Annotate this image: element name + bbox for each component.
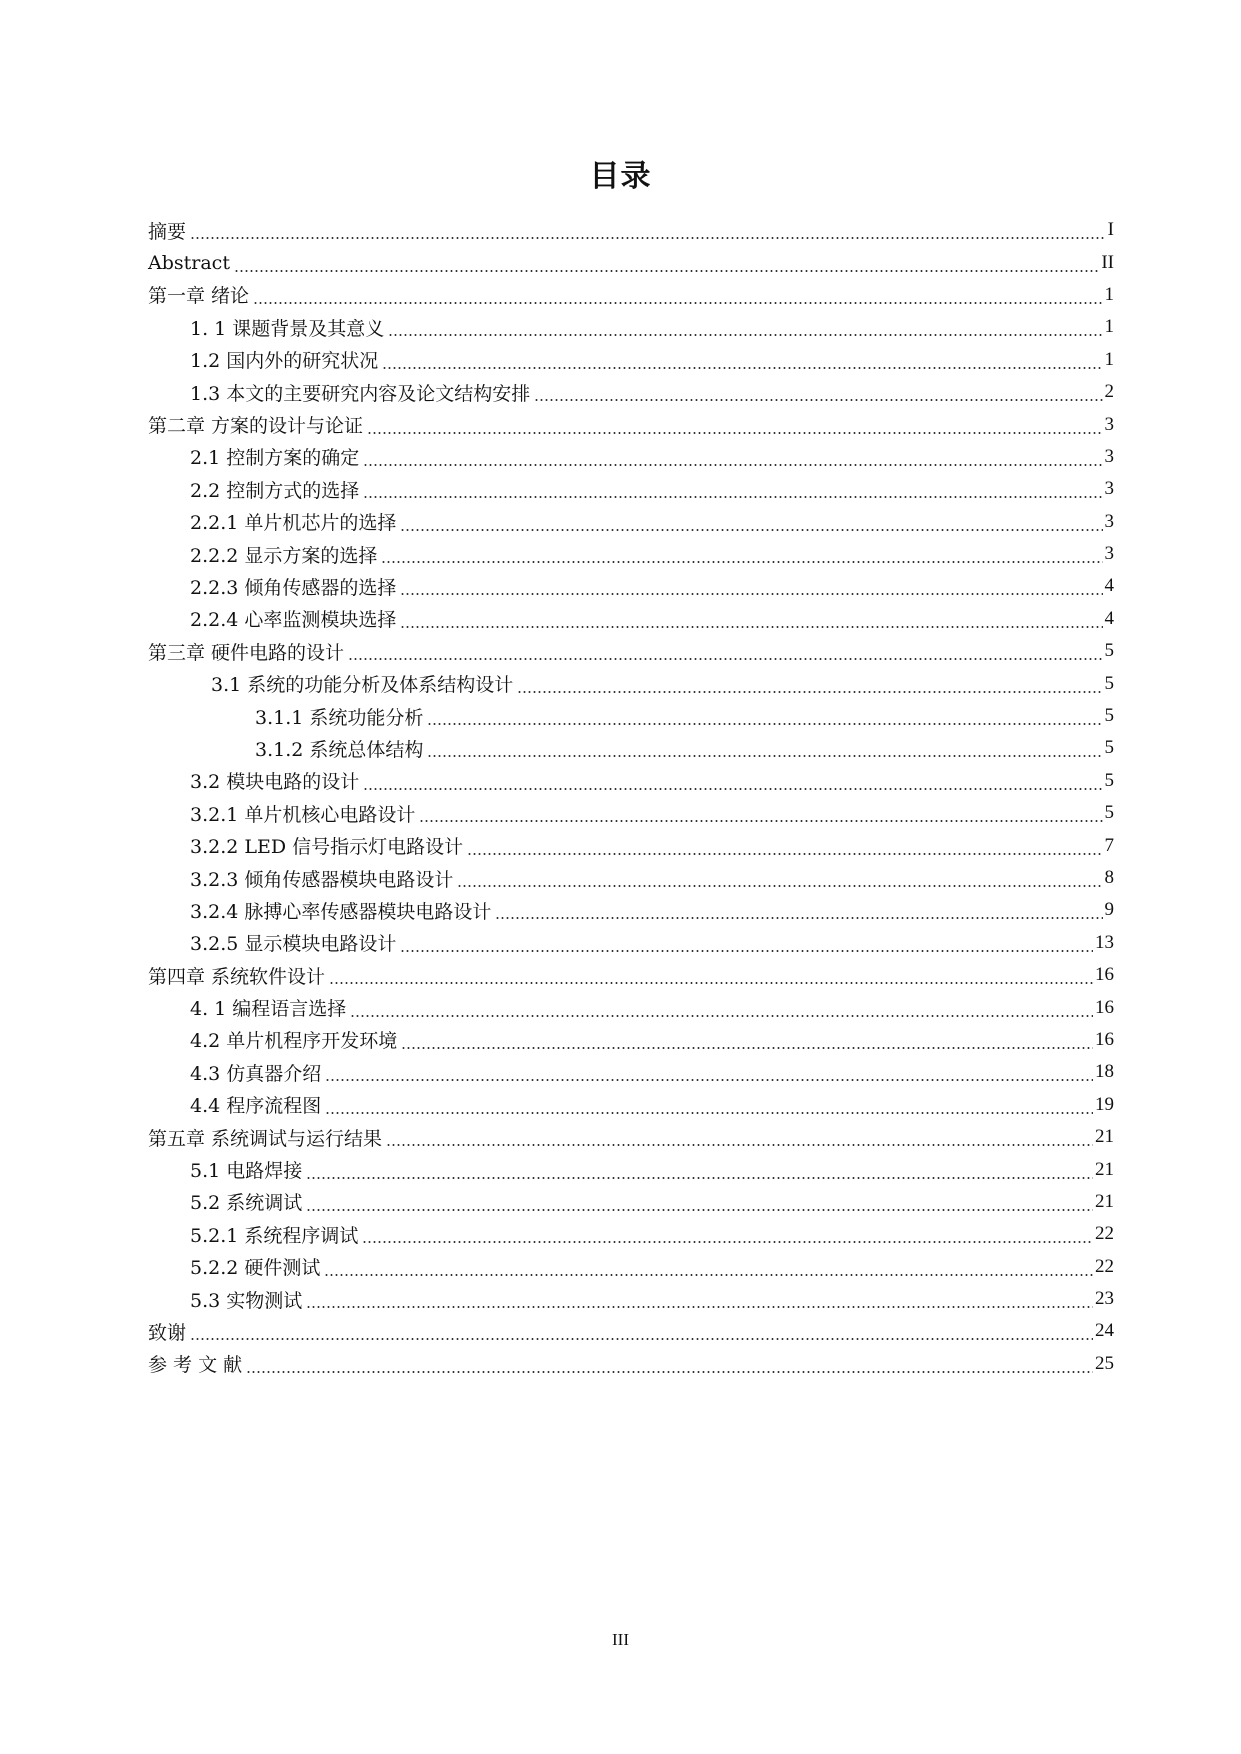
- toc-entry-title: 2.2 控制方式的选择: [190, 479, 360, 502]
- toc-entry-title: 3.2.1 单片机核心电路设计: [190, 803, 416, 826]
- toc-dot-leader: [382, 367, 1102, 369]
- toc-entry-title: 2.1 控制方案的确定: [190, 447, 360, 470]
- toc-entry-title: 5.2.2 硬件测试: [190, 1257, 321, 1280]
- toc-entry-page: 3: [1104, 478, 1114, 500]
- toc-entry[interactable]: [148, 927, 1114, 959]
- toc-entry[interactable]: [148, 862, 1114, 894]
- toc-entry[interactable]: [148, 1283, 1114, 1315]
- toc-dot-leader: [400, 593, 1102, 595]
- toc-entry-title: 4. 1 编程语言选择: [190, 998, 347, 1021]
- toc-entry-page: 5: [1104, 769, 1114, 791]
- toc-entry-title: 致谢: [148, 1321, 187, 1344]
- toc-dot-leader: [325, 1112, 1093, 1114]
- toc-entry-title: 3.1 系统的功能分析及体系结构设计: [211, 674, 514, 697]
- toc-entry-page: 25: [1095, 1352, 1114, 1374]
- toc-entry-page: 5: [1104, 737, 1114, 759]
- toc-dot-leader: [363, 788, 1102, 790]
- toc-entry[interactable]: [148, 1251, 1114, 1283]
- toc-entry-page: 19: [1095, 1093, 1114, 1115]
- toc-entry-title: 4.4 程序流程图: [190, 1095, 322, 1118]
- toc-dot-leader: [253, 302, 1102, 304]
- toc-dot-leader: [325, 1079, 1093, 1081]
- toc-entry[interactable]: [148, 408, 1114, 440]
- toc-dot-leader: [363, 496, 1102, 498]
- toc-dot-leader: [400, 529, 1102, 531]
- toc-dot-leader: [386, 1144, 1093, 1146]
- toc-entry-title: 5.2.1 系统程序调试: [190, 1224, 359, 1247]
- toc-entry[interactable]: [148, 1315, 1114, 1347]
- toc-entry[interactable]: [148, 603, 1114, 635]
- toc-dot-leader: [388, 334, 1102, 336]
- toc-entry[interactable]: [148, 1056, 1114, 1088]
- toc-entry[interactable]: [148, 991, 1114, 1023]
- toc-dot-leader: [246, 1371, 1093, 1373]
- toc-entry-page: 16: [1095, 964, 1114, 986]
- toc-entry[interactable]: [148, 311, 1114, 343]
- toc-entry-title: 2.2.3 倾角传感器的选择: [190, 576, 397, 599]
- toc-entry[interactable]: [148, 1121, 1114, 1153]
- toc-entry-page: 2: [1104, 381, 1114, 403]
- toc-entry[interactable]: [148, 279, 1114, 311]
- toc-entry[interactable]: [148, 700, 1114, 732]
- toc-entry-page: 22: [1095, 1223, 1114, 1245]
- toc-entry-page: 8: [1104, 867, 1114, 888]
- toc-entry-title: 第五章 系统调试与运行结果: [148, 1127, 383, 1150]
- toc-entry-page: 24: [1095, 1320, 1114, 1342]
- toc-entry-title: 3.2.2 LED 信号指示灯电路设计: [190, 836, 464, 859]
- toc-dot-leader: [190, 237, 1106, 239]
- toc-entry-title: 2.2.4 心率监测模块选择: [190, 609, 397, 632]
- toc-dot-leader: [329, 982, 1093, 984]
- toc-dot-leader: [306, 1306, 1093, 1308]
- toc-entry-page: 3: [1104, 543, 1114, 565]
- toc-entry[interactable]: [148, 959, 1114, 991]
- toc-dot-leader: [400, 950, 1093, 952]
- toc-entry[interactable]: [148, 214, 1114, 246]
- toc-entry-title: 5.1 电路焊接: [190, 1160, 303, 1183]
- toc-entry-title: 参 考 文 献: [148, 1354, 243, 1377]
- toc-entry-title: 第三章 硬件电路的设计: [148, 641, 345, 664]
- page-number: III: [612, 1630, 629, 1649]
- toc-entry-title: 2.2.2 显示方案的选择: [190, 544, 378, 567]
- toc-dot-leader: [427, 755, 1102, 757]
- toc-dot-leader: [190, 1338, 1093, 1340]
- toc-entry[interactable]: [148, 344, 1114, 376]
- toc-entry-title: 1. 1 课题背景及其意义: [190, 317, 385, 340]
- toc-entry[interactable]: [148, 667, 1114, 699]
- toc-entry-page: 22: [1095, 1255, 1114, 1277]
- toc-dot-leader: [517, 691, 1102, 693]
- toc-entry-page: 4: [1104, 575, 1114, 597]
- toc-entry-title: 5.3 实物测试: [190, 1289, 303, 1312]
- toc-dot-leader: [306, 1209, 1093, 1211]
- toc-dot-leader: [467, 853, 1102, 855]
- toc-dot-leader: [363, 464, 1102, 466]
- toc-entry-title: 3.1.2 系统总体结构: [255, 738, 424, 761]
- toc-entry-page: 21: [1095, 1190, 1114, 1212]
- toc-entry-title: 5.2 系统调试: [190, 1192, 303, 1215]
- toc-entry-title: 第四章 系统软件设计: [148, 965, 326, 988]
- toc-entry-page: 5: [1104, 705, 1114, 727]
- toc-dot-leader: [457, 885, 1102, 887]
- toc-dot-leader: [306, 1177, 1093, 1179]
- toc-entry-page: I: [1107, 219, 1114, 241]
- toc-entry-title: Abstract: [148, 251, 230, 274]
- toc-entry[interactable]: [148, 732, 1114, 764]
- toc-entry[interactable]: [148, 441, 1114, 473]
- toc-dot-leader: [401, 1047, 1093, 1049]
- toc-entry[interactable]: [148, 1089, 1114, 1121]
- toc-entry-page: 7: [1104, 834, 1114, 856]
- toc-dot-leader: [427, 723, 1102, 725]
- toc-entry-page: 9: [1104, 899, 1114, 921]
- toc-dot-leader: [350, 1015, 1093, 1017]
- toc-entry[interactable]: [148, 1153, 1114, 1185]
- toc-entry[interactable]: [148, 797, 1114, 829]
- toc-entry[interactable]: [148, 506, 1114, 538]
- toc-entry-page: 21: [1095, 1126, 1114, 1148]
- toc-dot-leader: [367, 432, 1102, 434]
- toc-entry-page: 1: [1104, 283, 1114, 305]
- toc-entry-title: 3.1.1 系统功能分析: [255, 706, 424, 729]
- toc-dot-leader: [324, 1274, 1093, 1276]
- toc-entry-page: 5: [1104, 640, 1114, 662]
- toc-dot-leader: [534, 399, 1102, 401]
- toc-entry-page: 18: [1095, 1061, 1114, 1083]
- toc-entry[interactable]: [148, 829, 1114, 861]
- toc-entry-page: 1: [1104, 316, 1114, 338]
- toc-dot-leader: [495, 917, 1102, 919]
- toc-entry[interactable]: [148, 473, 1114, 505]
- toc-dot-leader: [362, 1241, 1093, 1243]
- toc-entry-page: 1: [1104, 348, 1114, 370]
- toc-entry-page: 16: [1095, 996, 1114, 1018]
- toc-dot-leader: [400, 626, 1102, 628]
- table-of-contents: [148, 214, 1114, 1380]
- toc-entry-title: 3.2 模块电路的设计: [190, 771, 360, 794]
- toc-entry-page: 3: [1104, 445, 1114, 467]
- toc-entry-title: 第一章 绪论: [148, 285, 250, 308]
- toc-entry-title: 3.2.3 倾角传感器模块电路设计: [190, 868, 454, 891]
- toc-entry[interactable]: [148, 1218, 1114, 1250]
- toc-entry-title: 3.2.5 显示模块电路设计: [190, 933, 397, 956]
- toc-entry[interactable]: [148, 765, 1114, 797]
- toc-dot-leader: [419, 820, 1102, 822]
- toc-entry[interactable]: [148, 538, 1114, 570]
- toc-entry[interactable]: [148, 570, 1114, 602]
- toc-entry[interactable]: [148, 1348, 1114, 1380]
- toc-entry-title: 第二章 方案的设计与论证: [148, 415, 364, 438]
- toc-entry-page: II: [1101, 251, 1114, 273]
- toc-entry-title: 4.3 仿真器介绍: [190, 1062, 322, 1085]
- toc-dot-leader: [381, 561, 1102, 563]
- toc-entry-title: 1.2 国内外的研究状况: [190, 350, 379, 373]
- toc-entry-title: 4.2 单片机程序开发环境: [190, 1030, 398, 1053]
- toc-entry[interactable]: [148, 635, 1114, 667]
- toc-entry-title: 2.2.1 单片机芯片的选择: [190, 512, 397, 535]
- toc-entry-page: 23: [1095, 1288, 1114, 1310]
- page-title: 目录: [589, 159, 652, 194]
- toc-entry[interactable]: [148, 246, 1114, 278]
- toc-entry-page: 16: [1095, 1028, 1114, 1050]
- toc-entry-page: 13: [1095, 931, 1114, 953]
- toc-entry-title: 摘要: [148, 220, 187, 243]
- toc-entry-page: 3: [1104, 413, 1114, 435]
- toc-entry-page: 5: [1104, 672, 1114, 694]
- toc-entry[interactable]: [148, 1024, 1114, 1056]
- toc-entry[interactable]: [148, 894, 1114, 926]
- toc-dot-leader: [348, 658, 1102, 660]
- toc-entry-page: 21: [1095, 1158, 1114, 1180]
- toc-entry-page: 3: [1104, 510, 1114, 532]
- toc-entry-page: 5: [1104, 802, 1114, 824]
- toc-entry-title: 1.3 本文的主要研究内容及论文结构安排: [190, 382, 531, 405]
- toc-entry-page: 4: [1104, 607, 1114, 629]
- toc-entry[interactable]: [148, 1186, 1114, 1218]
- toc-entry[interactable]: [148, 376, 1114, 408]
- toc-entry-title: 3.2.4 脉搏心率传感器模块电路设计: [190, 900, 492, 923]
- toc-dot-leader: [234, 270, 1099, 272]
